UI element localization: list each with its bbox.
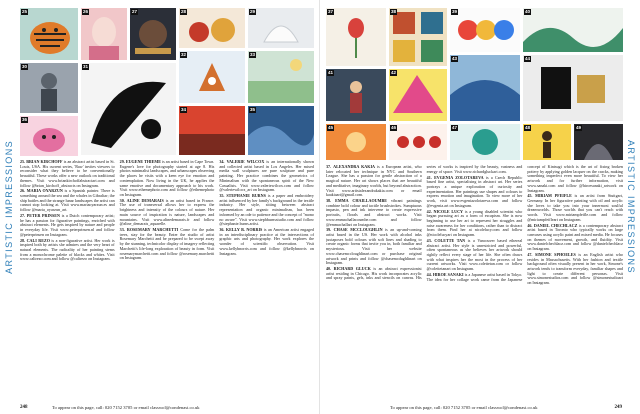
caption-27: 27. PETER PRINSEN is a Dutch contemporary artist; he has a passion for figurative paintings, enriched with abstract elements. He gets inspired by nature and people in everyday life. Visit www.peterprinsen.nl and follow @peterprinsen on Instagram.: [20, 212, 115, 237]
artwork-31: 31: [81, 63, 176, 155]
red-landscape-image: [179, 106, 245, 155]
artwork-48: 48: [523, 124, 571, 160]
section-title-left: ARTISTIC IMPRESSIONS: [4, 140, 14, 274]
figure-image: [20, 63, 78, 113]
caption-42: 42. NICOLE LUCY is a young disabled scientist who began pursuing art as a form of escapism. She is now beginning to use her art to represent her struggles and raise awareness for her conditions, rather than to distract from them. Find her at nicolelucy.com and follow @nicolelucyart on Instagram.: [426, 208, 523, 238]
artwork-33: 33: [248, 51, 314, 103]
artwork-44: 44: [523, 55, 623, 121]
caption-47: 47. SIMONE SPHOELES is an English artist who resides in Massachusetts. With her fashion and textile background often visually present in her work, Simone's artwork tends to transform everyday, familiar shapes and light to create different personas. Visit www.simonestudios.com and follow @simonestudioart on Instagram.: [527, 251, 623, 286]
artwork-46: 46: [389, 124, 447, 160]
tulip-image: [326, 8, 386, 66]
artwork-32: 32: [179, 51, 245, 103]
artwork-35: 35: [248, 106, 314, 155]
artwork-37: 37: [326, 8, 386, 66]
caption-40: 40. RICHARD GLUCK is an abstract expressionist artist residing in Chicago. His work incorporates acrylic and spray paints, gels, inks and stencils on canvas. His series of works is inspired by the beauty, vastness and energy of space. Visit www.richardgluckart.com.: [326, 165, 523, 281]
geometric-image: [523, 55, 623, 121]
monochrome-abstract-image: [81, 63, 176, 155]
advert-line-right: To appear on this page, call: 020 7152 3705 or email classwol@condenast.co.uk: [390, 405, 538, 410]
dark-abstract-image: [130, 8, 176, 60]
caption-44: 44. HIROE SANAKI is a Japanese artist based in Tokyo. The idea for her collage work came from the Japanese concept of Kintsugi which is the art of fixing broken pottery by applying golden lacquer on the cracks, making something imperfect even more beautiful. To view her artwork and for further information, visit www.sanaki.com and follow @hiroesanaki_artwork on Instagram.: [426, 165, 623, 282]
red-dots-image: [389, 124, 447, 160]
caption-46: 46. DANIEL CHECHLACZ is a contemporary abstract artist based in Toronto who typically works on large canvases using acrylic paint and mixed media. He focuses on themes of movement, growth, and fluidity. Visit www.danielchechlacz.com and follow @danielchechlacz on Instagram.: [527, 222, 623, 252]
artwork-36: 36: [20, 116, 78, 156]
mosaic-image: [389, 8, 447, 66]
caption-37: 37. ALEXANDRA KAKIA is a European artist, who later relocated her technique in NYC and Southern League. She has a passion for gentle abstraction of a magical nature. Her art shows places that are beautiful and meditative, imaginary worlds, but beyond abstraction. Visit www.artistalexandrakakia.com or email kaakiaart@gmail.com.: [326, 165, 422, 198]
pastel-landscape-image: [248, 51, 314, 103]
artwork-27: 27: [130, 8, 176, 60]
fox-image: [179, 51, 245, 103]
caption-41: 41. EVGENIA ZOLOTAREVA is a Czech Republic based fine artist, specialising in abstract art. Her series portrays a unique exploration of curiosity and experimentation. Her paintings use shapes and colours to express emotion and imagination. To view more of her work, visit www.evgeniazolotareva.com and follow @evgenia.art on Instagram.: [426, 174, 523, 208]
caption-34: 34. VALERIE WILCOX is an internationally shown and collected artist based in Los Angeles. Her mixed media wall sculptures are pure sculpture and pure painting. Her practice combines the geometrics of Minimalism with the spontaneous spirit of the New Casualists. Visit www.valeriewilcox.com and follow @valeriewilcox_art on Instagram.: [219, 160, 314, 193]
artwork-28: 28: [179, 8, 245, 48]
section-title-right: ARTISTIC IMPRESSIONS: [626, 140, 636, 274]
right-captions: [326, 165, 623, 389]
still-life-image: [179, 8, 245, 48]
artwork-38: 38: [389, 8, 447, 66]
figure-scene-image: [326, 69, 386, 121]
caption-29: 29. EUGENE THIEME is an artist based in Cape Town. Eugene's love for photography started at age 8. His photos minimalist landscapes, and urbanscapes observing the places he visits with a keen eye for emotion and contemplation. Now living in the UK, he applies the same emotive and documentary approach to his work. Visit www.ethemephoto.com and follow @ethemephoto on Instagram.: [119, 160, 215, 197]
artwork-29: 29: [248, 8, 314, 48]
caption-25: 25. BRIAN KIRCHOFF is an abstract artist based in St. Louis, USA. His current series, 'Raw' invites viewers to reconsider what they believe to be conventionally beautiful. These works offer a new outlook on traditional themes. Visit www.briankirchoffabstractart.com and follow @brian_kirchoff_abstracts on Instagram.: [20, 160, 115, 188]
caption-35: 35. STEPHANIE BURNS is a paper and embroidery artist influenced by her family's background in the textile industry. Her style, sitting between abstract representation and organic minimalism, has been informed by an ode to patience and the concept of "mono no aware". Visit www.stephburnsstudio.com and follow @stephanie.burns.artist.: [219, 193, 314, 227]
artwork-43: 43: [450, 55, 520, 121]
artwork-42: 42: [389, 69, 447, 121]
page-number-left: 248: [20, 405, 28, 410]
caption-26: 26. MARIA OYARZUN is a Spanish painter. There is something around the sea and the whales in Gibraltar; the ship battles and the strange lunar landscapes the artist can cannot stop looking at. Visit www.mariaoyarzun.es and follow @maria_oyarzun_art.: [20, 188, 115, 213]
left-captions: [20, 160, 314, 398]
pink-monster-image: [20, 116, 78, 156]
caption-33: 33. ROSEMARY MARCHETTI Come for the palm trees, stay for the beauty. Enter the studio of artist Rosemary Marchetti and be prepared to be swept away by the stunning, technicolor display of imagery reflecting Marchetti's life-long exploration of beauty in form. Visit rosemarymarchetti.com and follow @rosemary.marchetti on Instagram.: [119, 227, 215, 261]
caption-36: 36. KELLY B. NORRIS is an American artist engaged in an interdisciplinary practice at the intersections of graphic arts and photography. Her work explores the wonder of scientific observation. Visit www.kellybnorris.com and follow @kellybnorris on Instagram.: [219, 227, 314, 256]
artwork-41: 41: [326, 69, 386, 121]
artwork-39: 39: [450, 8, 520, 52]
green-abstract-image: [523, 8, 623, 52]
page-gutter: [319, 0, 320, 414]
artwork-25: 25: [20, 8, 78, 60]
portrait-image: [81, 8, 127, 60]
blue-texture-image: [248, 106, 314, 155]
circles-image: [450, 8, 520, 52]
artwork-45: 45: [326, 124, 386, 160]
caption-30: 30. ALINE DEMARAIS is an artist based in France. The use of transversal allows her to express the brightness and intensity of the colours of nature. Her main source of inspiration is nature, landscapes and mountains. Visit www.alinedemarais.fr and follow @aline_demarais_aquarelle.: [119, 197, 215, 227]
caption-38: 38. EMMA CHAILLAOUMBE vibrant paintings combine bold colour and tactile brushstrokes. Sumptuous impasto, pen and ink intervene to create expressive portraits, florals and abstract works. Visit www.emmachallacoumbe.com and follow @emmachallart on Instagram.: [326, 198, 422, 227]
artwork-40: 40: [523, 8, 623, 52]
artwork-34: 34: [179, 106, 245, 155]
bright-abstract-image: [389, 69, 447, 121]
caption-39: 39. CHASE MCCLOUGHLIN is an up-and-coming artist based in the US. Her work with alcohol inks juxtaposes bold colours with soft lines and shading to create organic forms that invite you in, both familiar and mysterious. Visit her website www.chasemccloughlinart.com or purchase original artwork and prints and follow @chasemcdughlinart on Instagram.: [326, 227, 422, 266]
orange-abstract-image: [326, 124, 386, 160]
tiger-image: [20, 8, 78, 60]
caption-28: 28. CALI REZO is a non-figurative artist. Her work is inspired both by artists she admires and the very heart of natural elements. The radicality of her painting stems from a monochrome palette of blacks and whites. Visit www.calirezo.com and follow @calirezo on Instagram.: [20, 237, 115, 262]
artwork-49: 49: [574, 124, 623, 160]
artwork-47: 47: [450, 124, 520, 160]
sculpture-image: [248, 8, 314, 48]
page-number-right: 249: [614, 405, 622, 410]
caption-45: 45. MIRIAM PFEIFLE is an artist from Stuttgart, Germany. In her figurative painting with oil and acrylic she loves to take you into your innermost soulful dreamworlds. Those worlds that you can't reach with words. Visit www.miriampfeifle.com and follow @miriampfeifleart on Instagram.: [527, 193, 623, 222]
caption-43: 43. COLETTE TAN is a Vancouver based ethereal abstract artist. Her style is unrestricted and powerful, often spontaneous as she believes her artwork should rightly reflect every stage of her life. She often draws with what inspires her the most in the process of her current artworks. Visit www.colettetan.com or follow @colettetanart on Instagram.: [426, 237, 523, 272]
advert-line-left: To appear on this page, call: 020 7152 3705 or email classwol@condenast.co.uk: [52, 405, 200, 410]
artwork-26: 26: [81, 8, 127, 60]
teal-circle-image: [450, 124, 520, 160]
artwork-30: 30: [20, 63, 78, 113]
blue-abstract-image: [450, 55, 520, 121]
